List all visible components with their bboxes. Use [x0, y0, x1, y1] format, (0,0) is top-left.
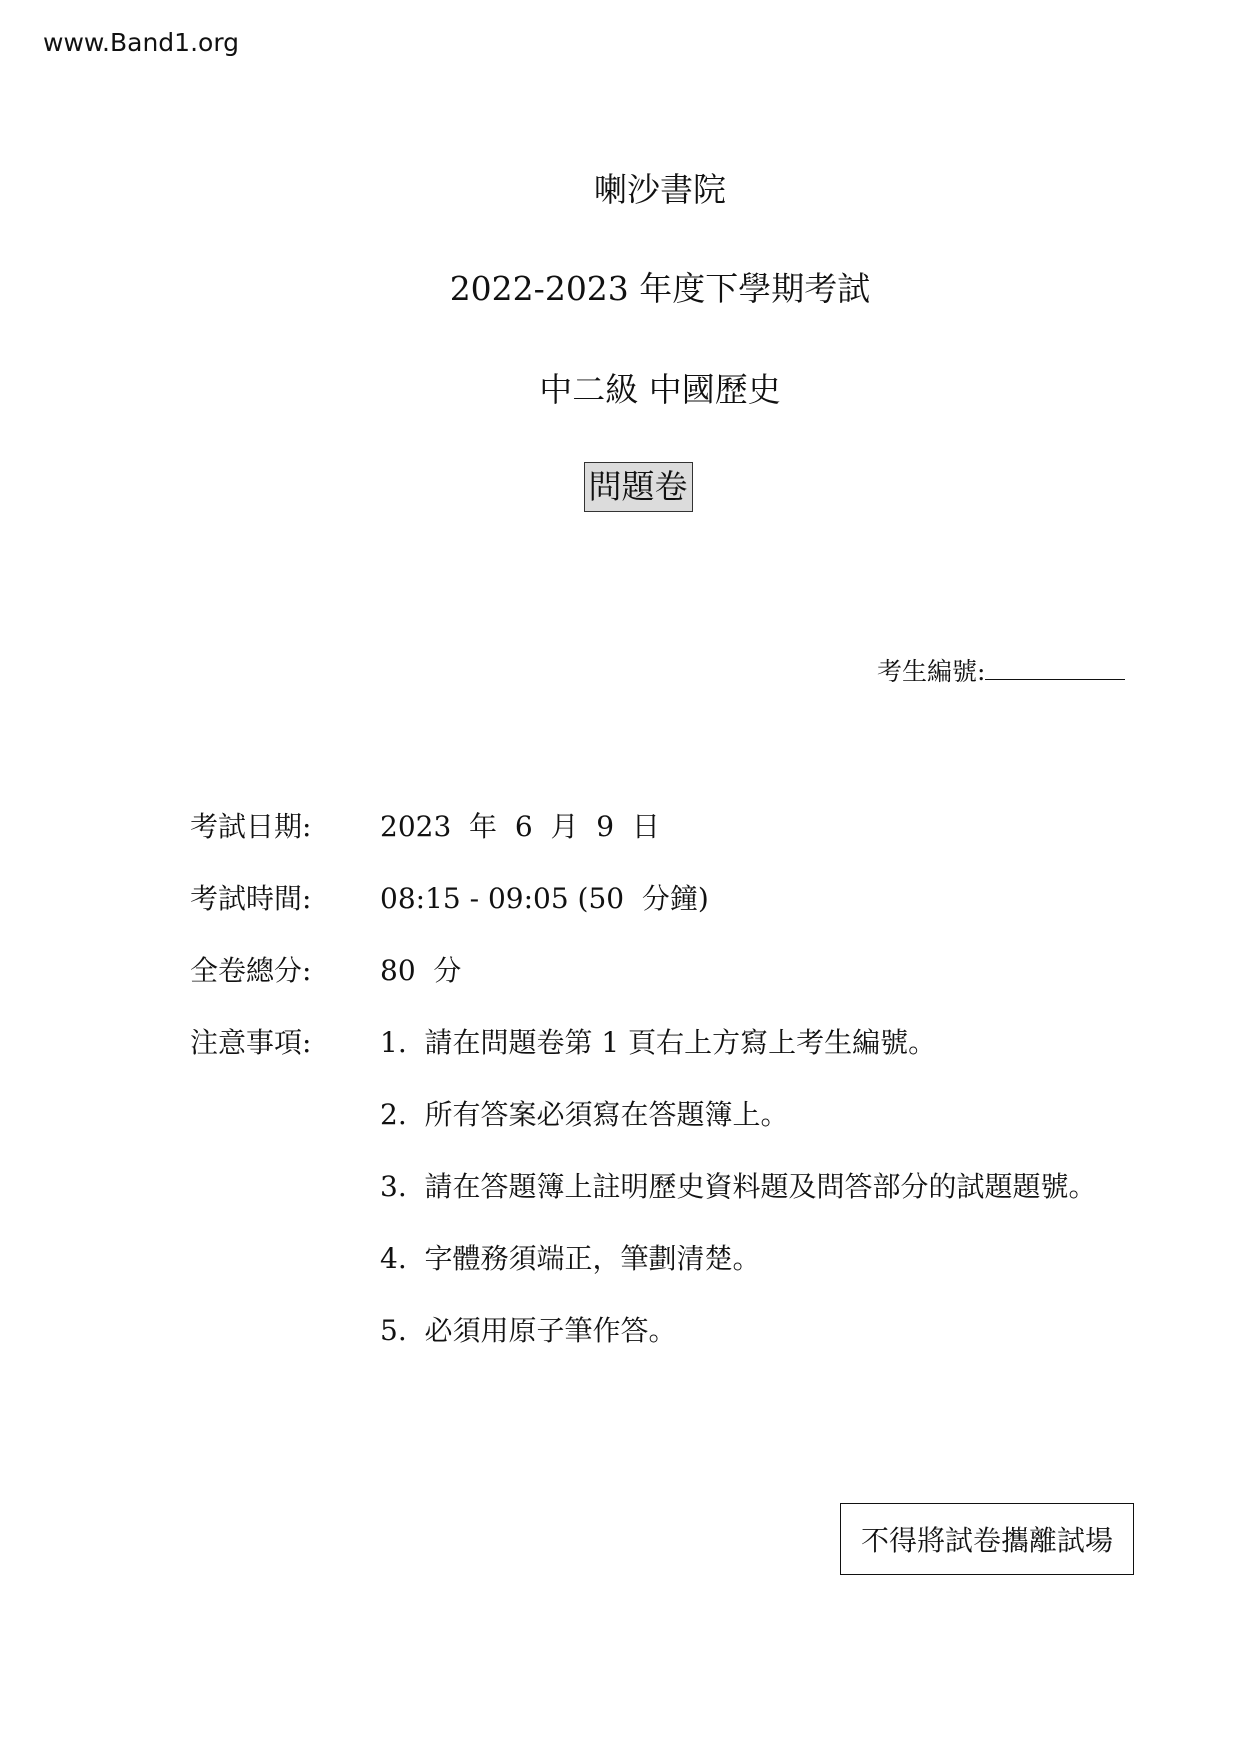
exam-date-value: 2023 年 6 月 9 日 — [380, 810, 660, 843]
total-score-label: 全卷總分: — [190, 954, 312, 987]
no-removal-notice-text: 不得將試卷攜離試場 — [860, 1524, 1113, 1557]
note-item: 3. 請在答題簿上註明歷史資料題及問答部分的試題題號。 — [380, 1170, 1097, 1203]
watermark-url: www.Band1.org — [43, 28, 240, 57]
note-item: 4. 字體務須端正，筆劃清楚。 — [380, 1242, 761, 1275]
paper-type-wrapper — [0, 462, 1240, 512]
candidate-number-blank[interactable] — [985, 655, 1125, 680]
paper-type-badge: 問題卷 — [584, 462, 693, 512]
notes-label: 注意事項: — [190, 1026, 312, 1059]
note-item: 1. 請在問題卷第 1 頁右上方寫上考生編號。 — [380, 1026, 937, 1059]
no-removal-notice — [840, 1503, 1134, 1575]
candidate-number-label: 考生編號: — [877, 657, 986, 686]
candidate-number-field — [877, 652, 1125, 688]
total-score-value: 80 分 — [380, 954, 462, 987]
note-item: 2. 所有答案必須寫在答題簿上。 — [380, 1098, 789, 1131]
exam-time-label: 考試時間: — [190, 882, 312, 915]
subject-title: 中二級 中國歷史 — [539, 370, 781, 409]
exam-date-label: 考試日期: — [190, 810, 312, 843]
exam-title: 2022-2023 年度下學期考試 — [449, 269, 871, 308]
note-item: 5. 必須用原子筆作答。 — [380, 1314, 677, 1347]
school-name: 喇沙書院 — [594, 170, 726, 209]
exam-time-value: 08:15 - 09:05 (50 分鐘) — [380, 882, 709, 915]
